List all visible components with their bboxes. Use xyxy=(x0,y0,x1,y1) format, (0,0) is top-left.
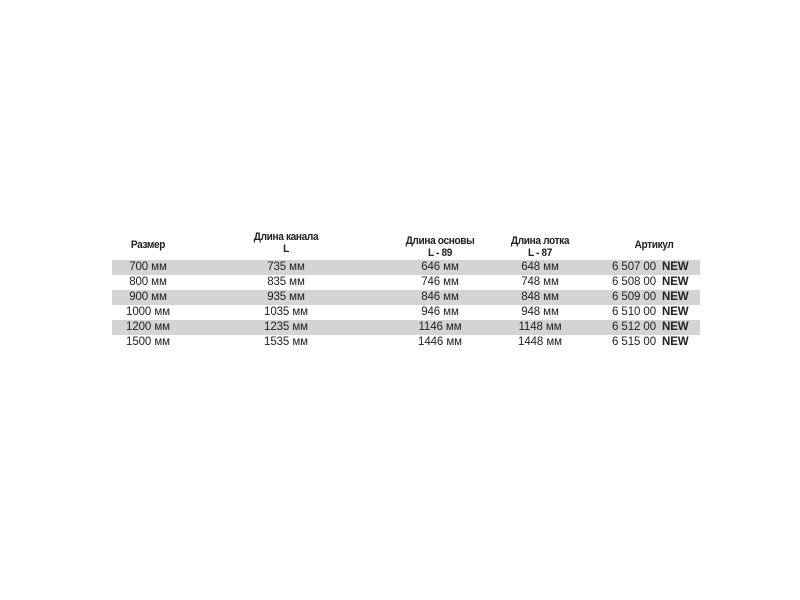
cell-article: 6 509 00 xyxy=(612,291,656,303)
header-base-length-line2: L - 89 xyxy=(427,247,453,259)
cell-size: 800 мм xyxy=(129,276,167,288)
cell-tray-length: 848 мм xyxy=(521,291,559,303)
cell-base-length: 746 мм xyxy=(421,276,459,288)
cell-article: 6 507 00 xyxy=(612,261,656,273)
cell-article: 6 508 00 xyxy=(612,276,656,288)
header-base-length-line1: Длина основы xyxy=(405,235,475,247)
cell-base-length: 1446 мм xyxy=(418,336,462,348)
cell-base-length: 946 мм xyxy=(421,306,459,318)
header-tray-length xyxy=(503,235,577,259)
table-header xyxy=(112,226,700,260)
cell-channel-length: 1235 мм xyxy=(264,321,308,333)
cell-channel-length: 935 мм xyxy=(267,291,305,303)
header-base-length xyxy=(398,235,483,259)
spec-table xyxy=(112,226,700,350)
cell-channel-length: 1535 мм xyxy=(264,336,308,348)
table-row xyxy=(112,275,700,290)
cell-article: 6 515 00 xyxy=(612,336,656,348)
cell-tray-length: 948 мм xyxy=(521,306,559,318)
new-badge: NEW xyxy=(662,261,689,273)
cell-base-length: 1146 мм xyxy=(418,321,462,333)
new-badge: NEW xyxy=(662,306,689,318)
table-row xyxy=(112,290,700,305)
new-badge: NEW xyxy=(662,321,689,333)
header-channel-length xyxy=(246,231,327,255)
table-row xyxy=(112,305,700,320)
header-size: Размер xyxy=(130,239,166,251)
cell-tray-length: 748 мм xyxy=(521,276,559,288)
new-badge: NEW xyxy=(662,276,689,288)
header-tray-length-line2: L - 87 xyxy=(527,247,553,259)
cell-size: 1000 мм xyxy=(126,306,170,318)
cell-size: 1200 мм xyxy=(126,321,170,333)
header-article: Артикул xyxy=(634,239,674,251)
header-tray-length-line1: Длина лотка xyxy=(510,235,570,247)
cell-article: 6 510 00 xyxy=(612,306,656,318)
cell-base-length: 846 мм xyxy=(421,291,459,303)
cell-base-length: 646 мм xyxy=(421,261,459,273)
cell-size: 900 мм xyxy=(129,291,167,303)
cell-channel-length: 1035 мм xyxy=(264,306,308,318)
new-badge: NEW xyxy=(662,291,689,303)
cell-size: 700 мм xyxy=(129,261,167,273)
cell-tray-length: 1448 мм xyxy=(518,336,562,348)
header-channel-length-line1: Длина канала xyxy=(253,231,319,243)
cell-article: 6 512 00 xyxy=(612,321,656,333)
table-row xyxy=(112,320,700,335)
table-row xyxy=(112,335,700,350)
cell-channel-length: 835 мм xyxy=(267,276,305,288)
cell-tray-length: 648 мм xyxy=(521,261,559,273)
table-row xyxy=(112,260,700,275)
cell-size: 1500 мм xyxy=(126,336,170,348)
new-badge: NEW xyxy=(662,336,689,348)
cell-tray-length: 1148 мм xyxy=(518,321,562,333)
header-channel-length-line2: L xyxy=(283,243,289,255)
cell-channel-length: 735 мм xyxy=(267,261,305,273)
